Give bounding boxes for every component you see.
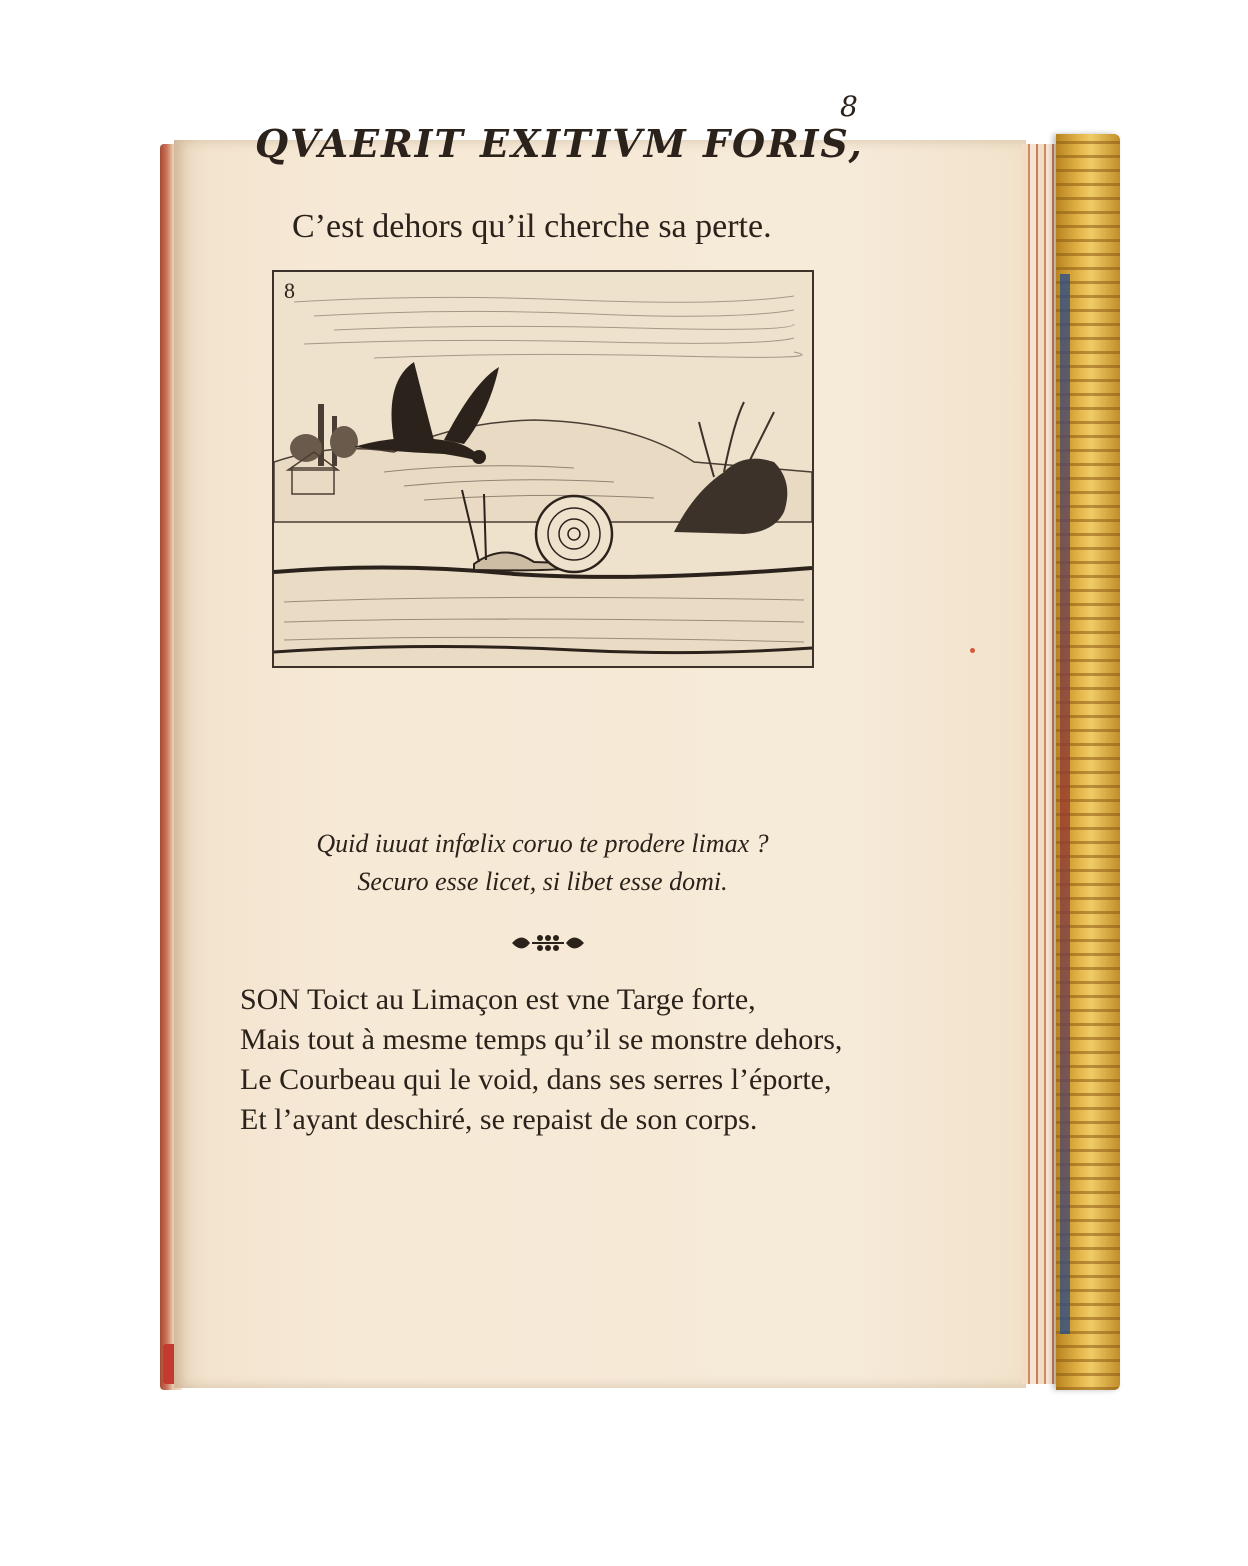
french-verse-line: SON Toict au Limaçon est vne Targe forte, xyxy=(240,983,756,1016)
french-verse-line: Et l’ayant deschiré, se repaist de son corps. xyxy=(240,1103,758,1136)
engraving-drawing xyxy=(274,272,812,666)
page-number: 8 xyxy=(840,90,858,123)
page-subtitle: C’est dehors qu’il cherche sa perte. xyxy=(292,208,772,245)
page-title: QVAERIT EXITIVM FORIS, xyxy=(255,121,864,166)
latin-verse xyxy=(270,825,815,901)
latin-verse-line: Securo esse licet, si libet esse domi. xyxy=(357,867,728,896)
foxing-spot xyxy=(970,648,975,653)
french-verse-line: Le Courbeau qui le void, dans ses serres l’éporte, xyxy=(240,1063,832,1096)
plate-number: 8 xyxy=(284,278,295,303)
sky-hatching xyxy=(294,296,802,358)
engraving-illustration xyxy=(272,270,814,668)
marbled-edge xyxy=(1060,274,1070,1334)
french-verse-line: Mais tout à mesme temps qu’il se monstre dehors, xyxy=(240,1023,843,1056)
french-verse xyxy=(240,980,920,1140)
latin-verse-line: Quid iuuat infœlix coruo te prodere limax ? xyxy=(316,829,769,858)
fleuron-ornament xyxy=(510,930,586,956)
